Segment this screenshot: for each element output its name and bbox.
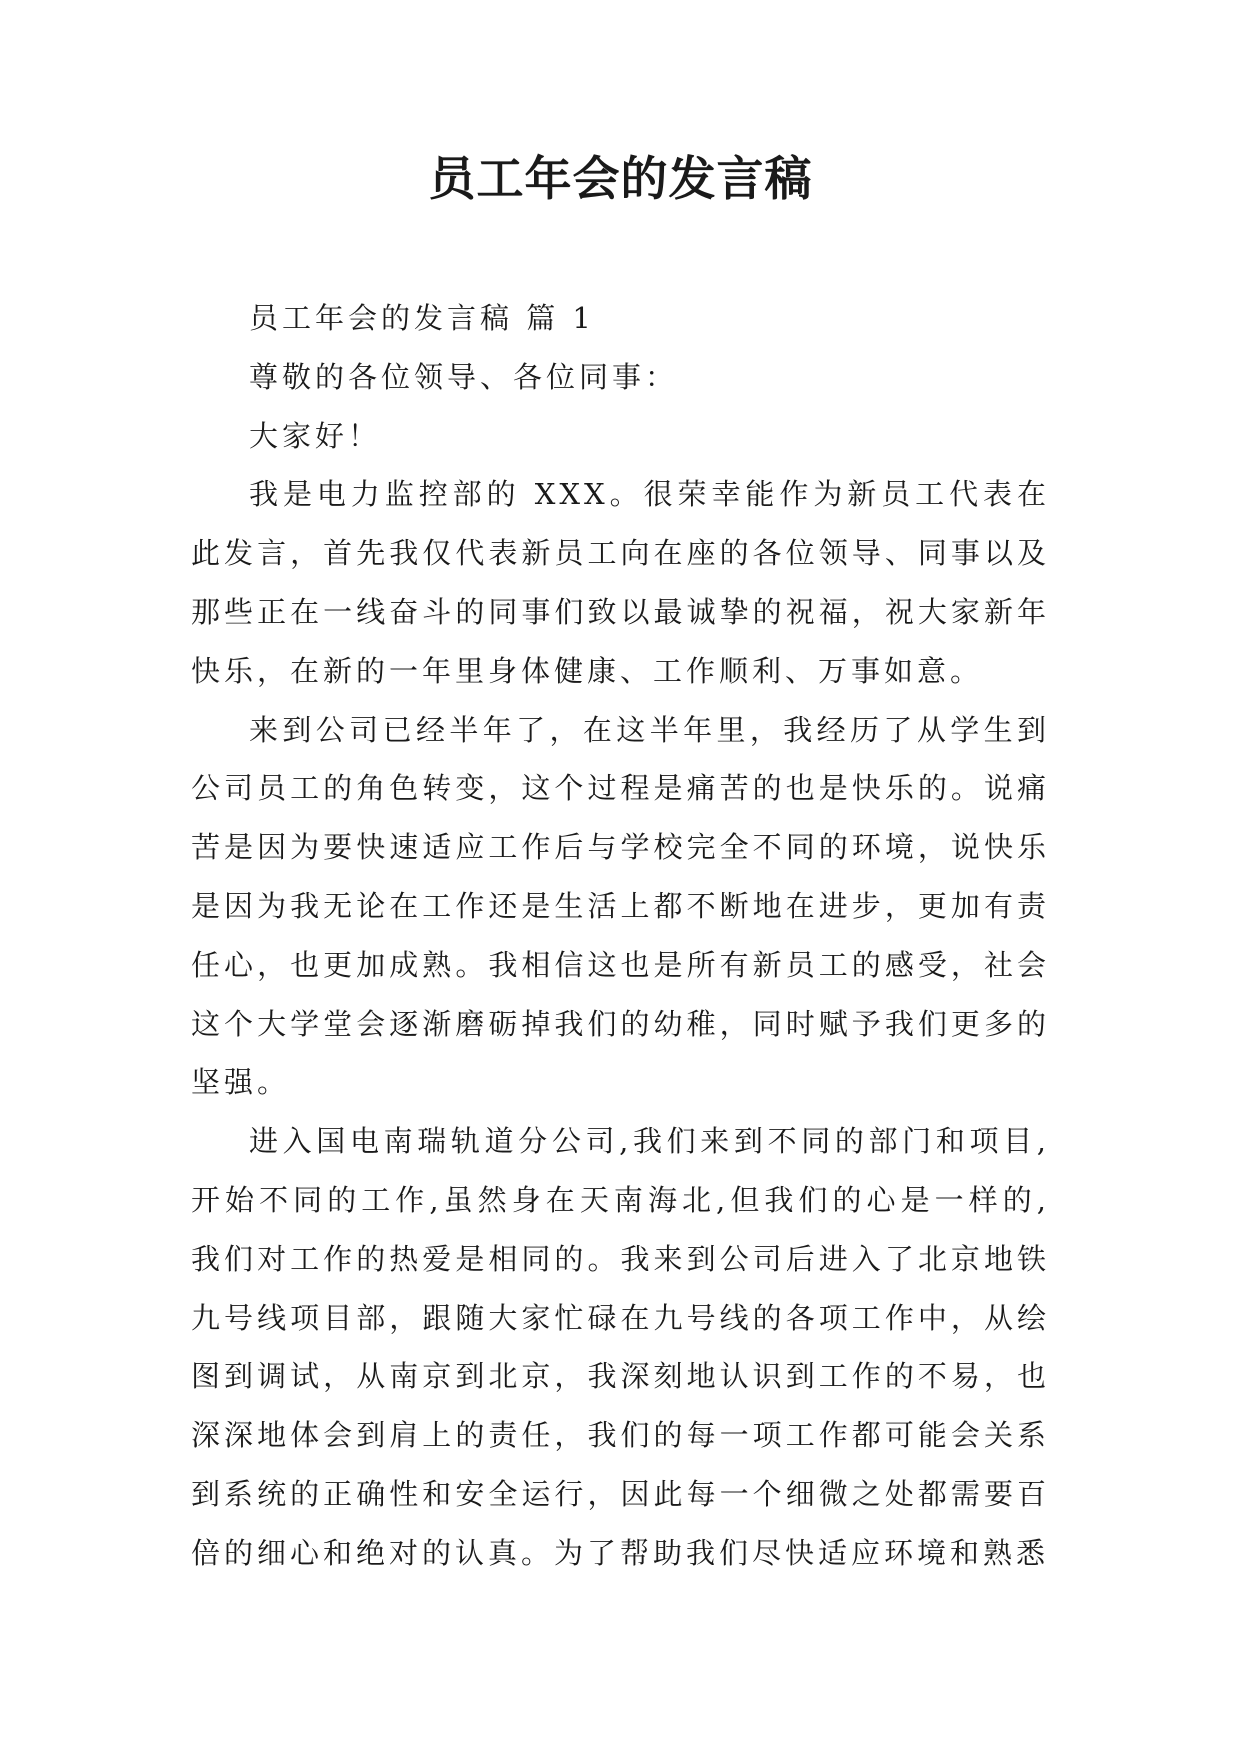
paragraph: 我是电力监控部的 XXX。很荣幸能作为新员工代表在此发言，首先我仅代表新员工向在座的各位领导、同事以及那些正在一线奋斗的同事们致以最诚挚的祝福，祝大家新年快乐，在新的一年里身体健康、工作顺利、万事如意。 [191,477,1050,688]
document-title: 员工年会的发言稿 [428,152,813,207]
paragraph: 来到公司已经半年了，在这半年里，我经历了从学生到公司员工的角色转变，这个过程是痛苦的也是快乐的。说痛苦是因为要快速适应工作后与学校完全不同的环境，说快乐是因为我无论在工作还是生活上都不断地在进步，更加有责任心，也更加成熟。我相信这也是所有新员工的感受，社会这个大学堂会逐渐磨砺掉我们的幼稚，同时赋予我们更多的坚强。 [191,712,1050,1100]
salutation: 尊敬的各位领导、各位同事： [249,359,679,394]
section-heading: 员工年会的发言稿 篇 1 [249,301,595,335]
greeting: 大家好！ [249,418,382,453]
paragraph: 进入国电南瑞轨道分公司,我们来到不同的部门和项目,开始不同的工作,虽然身在天南海北,但我们的心是一样的,我们对工作的热爱是相同的。我来到公司后进入了北京地铁九号线项目部，跟随大家忙碌在九号线的各项工作中，从绘图到调试，从南京到北京，我深刻地认识到工作的不易，也深深地体会到肩上的责任，我们的每一项工作都可能会关系到系统的正确性和安全运行，因此每一个细微之处都需要百倍的细心和绝对的认真。为了帮助我们尽快适应环境和熟悉 [191,1124,1050,1570]
document-body [191,289,1050,1583]
